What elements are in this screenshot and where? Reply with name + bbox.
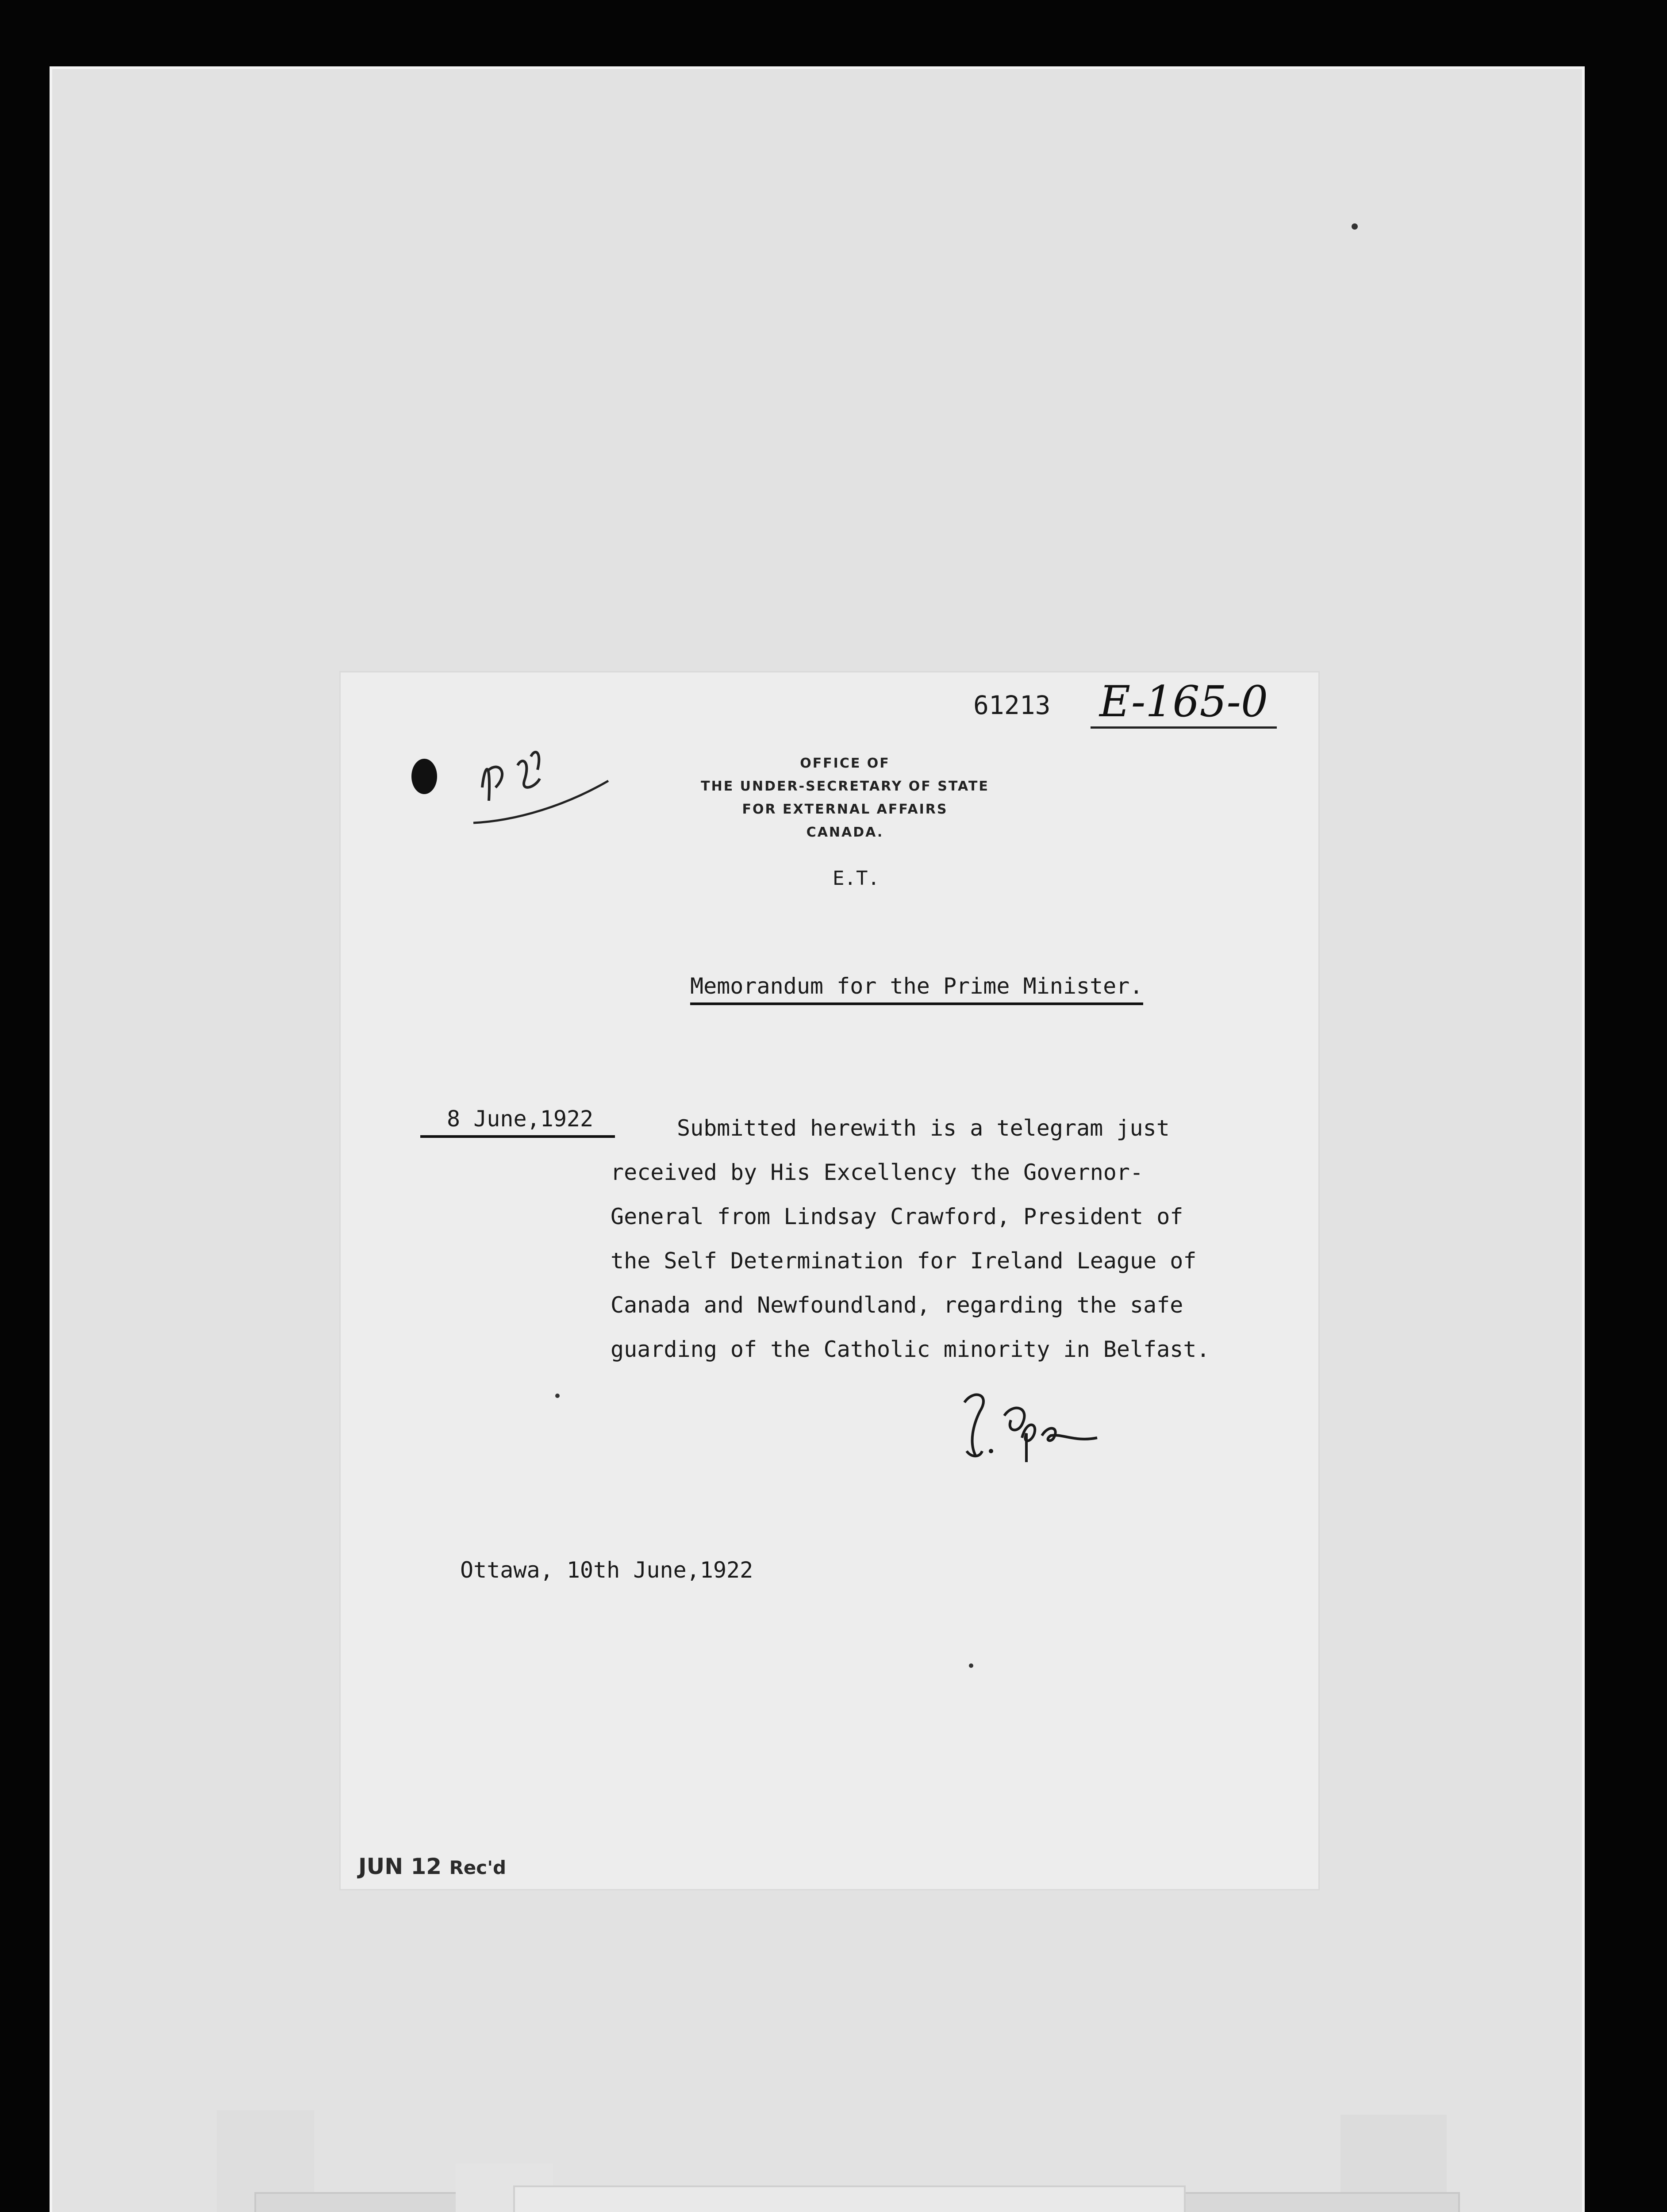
memo-body — [611, 1106, 1210, 1371]
office-letterhead — [341, 752, 1318, 844]
memo-date: 8 June,1922 — [420, 1106, 615, 1138]
body-line-3: General from Lindsay Crawford, President of — [611, 1204, 1183, 1229]
office-line-1: OFFICE OF — [800, 756, 890, 771]
office-line-2: THE UNDER-SECRETARY OF STATE — [701, 779, 989, 794]
memo-title: Memorandum for the Prime Minister. — [690, 973, 1143, 1005]
collection-tab — [513, 2185, 1186, 2212]
body-line-4: the Self Determination for Ireland League of — [611, 1248, 1197, 1274]
body-line-2: received by His Excellency the Governor- — [611, 1160, 1144, 1185]
film-speck — [969, 1663, 973, 1668]
received-stamp-date: JUN 12 — [358, 1854, 442, 1879]
et-code-text: E.T. — [833, 867, 880, 890]
office-line-3: FOR EXTERNAL AFFAIRS — [742, 802, 948, 817]
office-line-4: CANADA. — [806, 825, 884, 840]
document-number: 61213 — [973, 690, 1051, 720]
body-line-1: Submitted herewith is a telegram just — [677, 1115, 1170, 1141]
received-stamp — [358, 1854, 506, 1879]
film-speck — [555, 1394, 560, 1398]
et-code — [341, 867, 1318, 890]
film-speck — [1352, 223, 1358, 230]
body-line-6: guarding of the Catholic minority in Belfast. — [611, 1336, 1210, 1362]
reference-number: E-165-0 — [1091, 677, 1277, 729]
memo-sheet — [341, 672, 1318, 1889]
signature — [956, 1385, 1102, 1464]
body-line-5: Canada and Newfoundland, regarding the safe — [611, 1292, 1183, 1318]
place-date: Ottawa, 10th June,1922 — [460, 1557, 753, 1583]
received-stamp-suffix: Rec'd — [449, 1857, 507, 1878]
